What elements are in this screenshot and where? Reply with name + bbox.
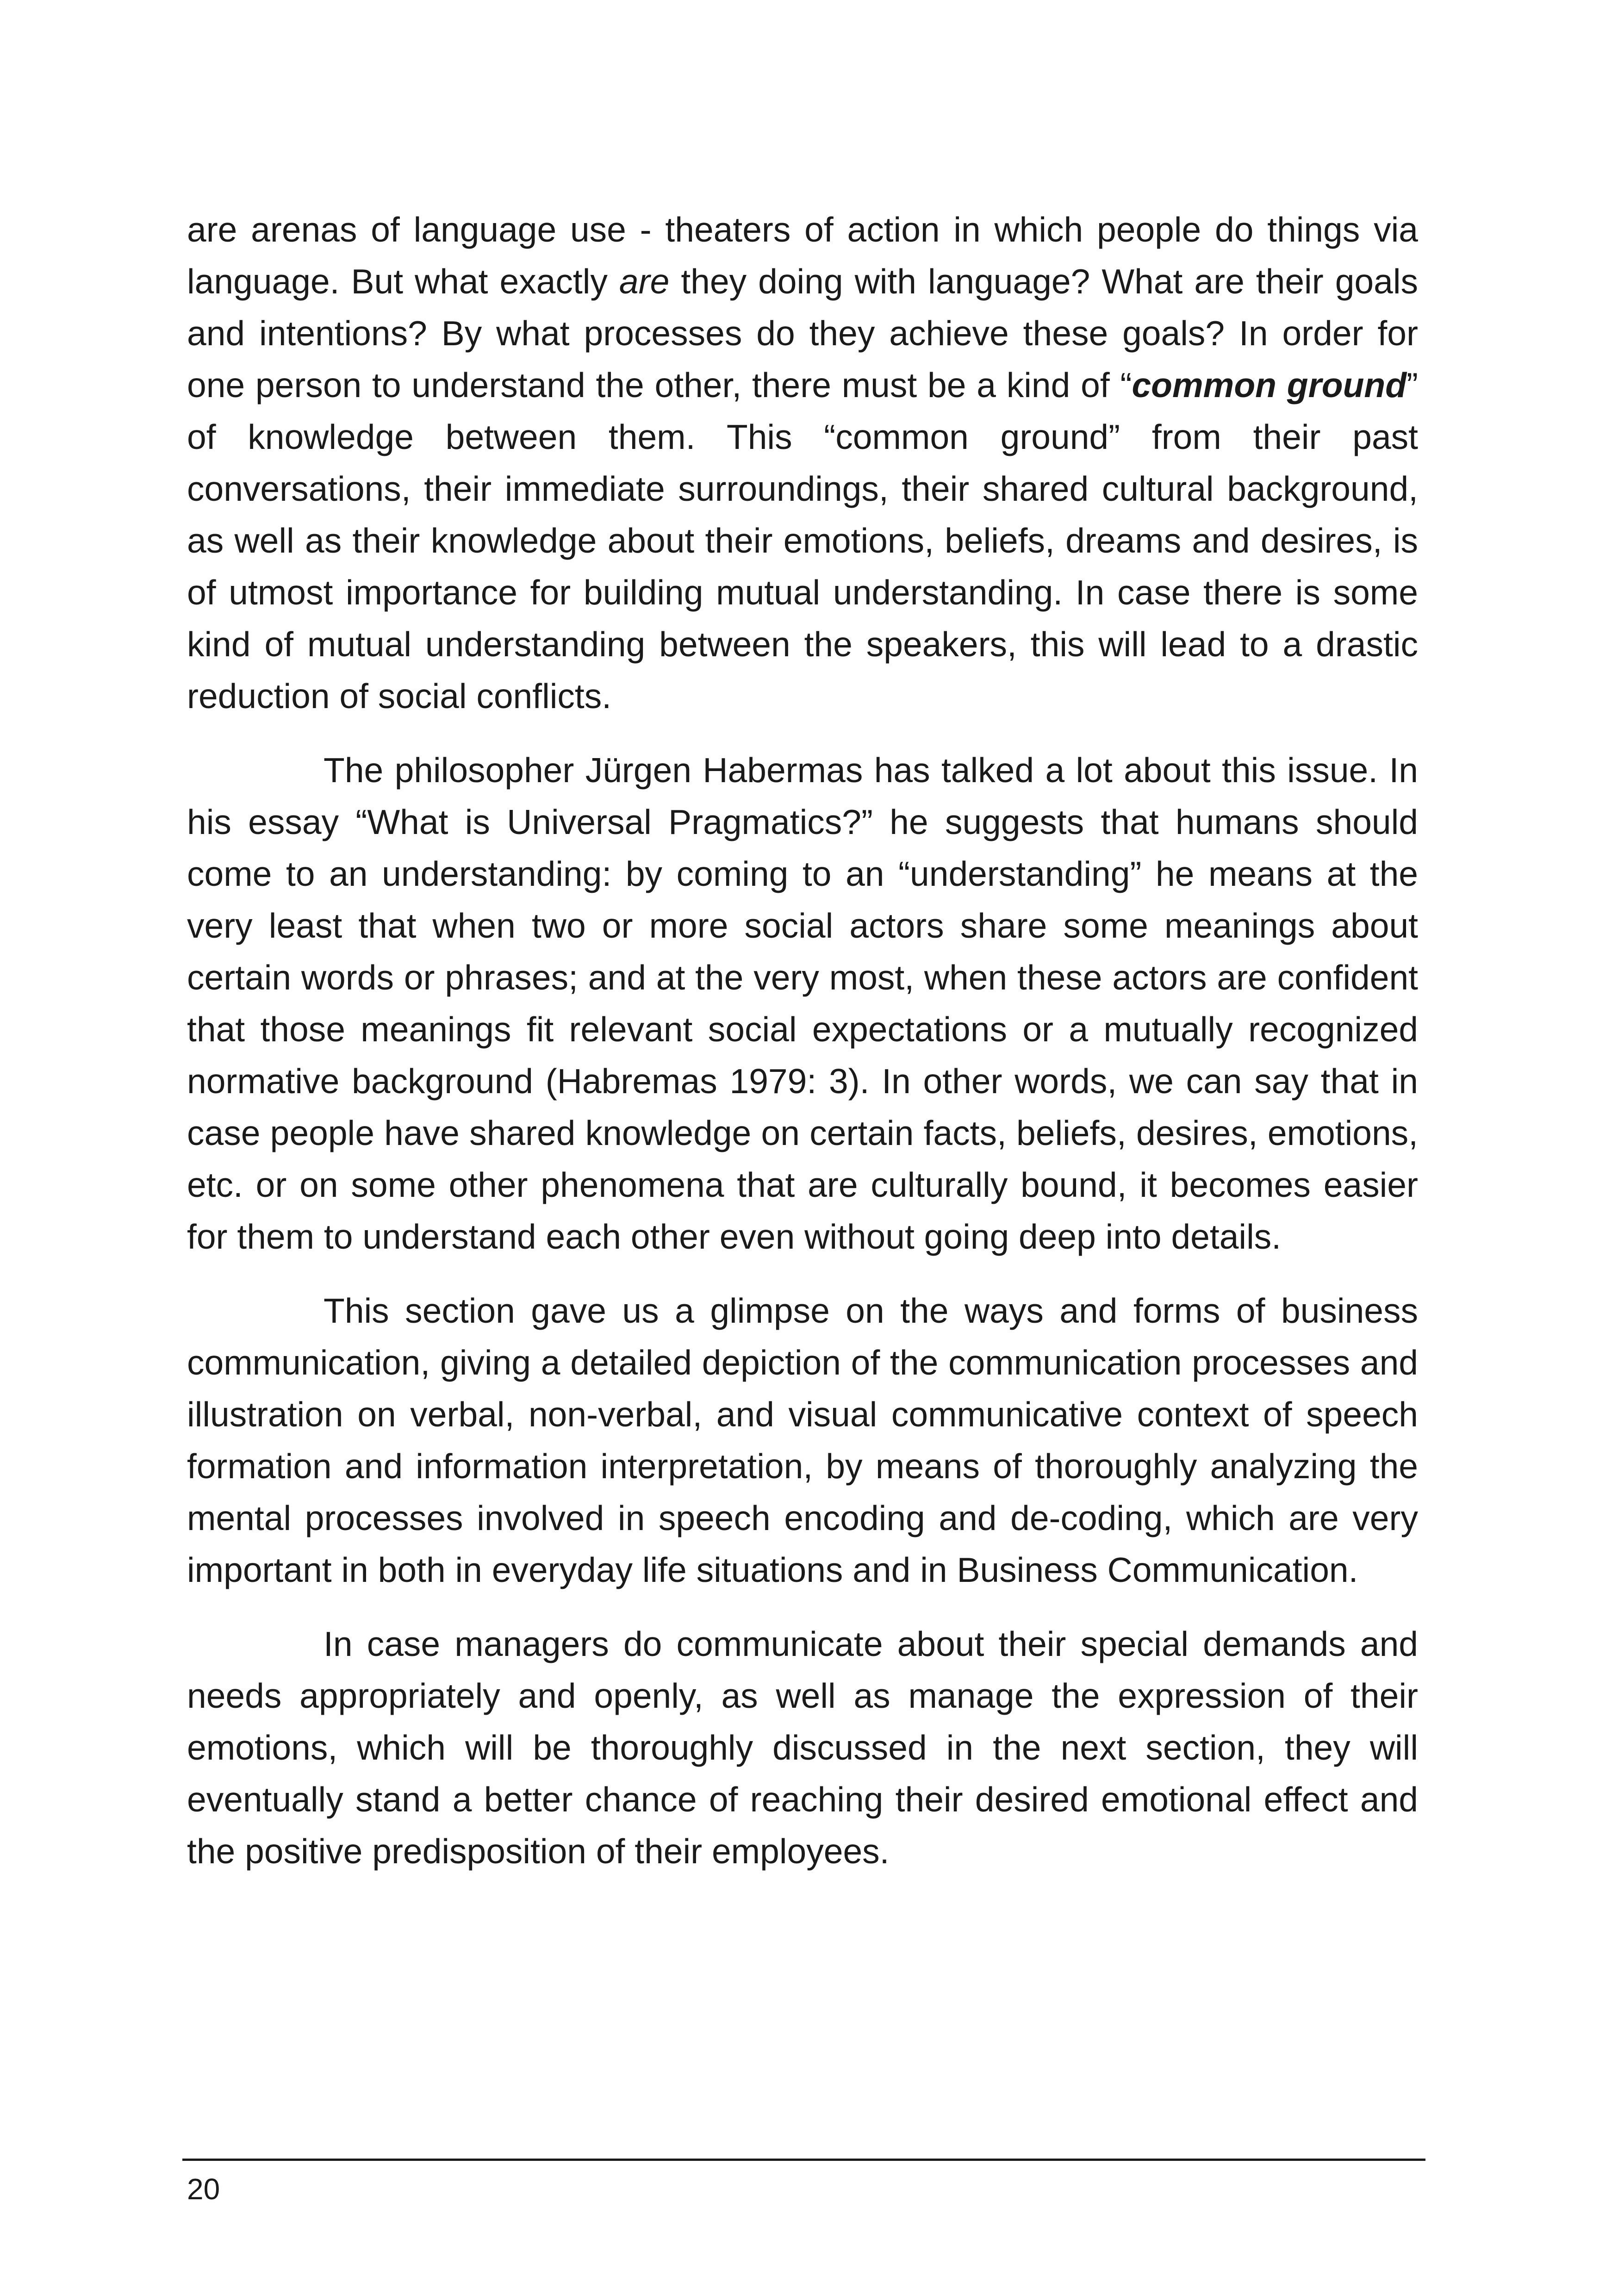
paragraph-section-summary: This section gave us a glimpse on the ways and forms of business communication, giving a detailed depiction of the communication processes and illustration on verbal, non-verbal, and visual communicative context of speech formation and information interpretation, by means of thoroughly analyzing the mental processes involved in speech encoding and de-coding, which are very important in both in everyday life situations and in Business Communication. <box>187 1291 1418 1589</box>
term-common-ground: common ground <box>1132 366 1407 404</box>
emphasis-are: are <box>619 262 670 301</box>
paragraph-habermas: The philosopher Jürgen Habermas has talked a lot about this issue. In his essay “What is Universal Pragmatics?” he suggests that humans should come to an understanding: by coming to an “understanding” he means at the very least that when two or more social actors share some meanings about certain words or phrases; and at the very most, when these actors are confident that those meanings fit relevant social expectations or a mutually recognized normative background (Habremas 1979: 3). In other words, we can say that in case people have shared knowledge on certain facts, beliefs, desires, emotions, etc. or on some other phenomena that are culturally bound, it becomes easier for them to understand each other even without going deep into details. <box>187 751 1418 1256</box>
page-number: 20 <box>187 2172 220 2206</box>
paragraph-1-segment-5: ” of knowledge between them. This “common ground” from their past conversations, their immediate surroundings, their shared cultural background, as well as their knowledge about their emotions, beliefs, dreams and desires, is of utmost importance for building mutual understanding. In case there is some kind of mutual understanding between the speakers, this will lead to a drastic reduction of social conflicts. <box>187 366 1418 716</box>
body-text <box>187 204 1418 1899</box>
paragraph-managers: In case managers do communicate about their special demands and needs appropriately and openly, as well as manage the expression of their emotions, which will be thoroughly discussed in the next section, they will eventually stand a better chance of reaching their desired emotional effect and the positive predisposition of their employees. <box>187 1624 1418 1871</box>
paragraph-common-ground <box>187 204 1418 722</box>
paragraph-1-segment-1: are arenas of language use - theaters of action in which people do things via language. But what exactly <box>187 210 1418 301</box>
footer-divider <box>182 2159 1425 2161</box>
paragraph-1-segment-3: they doing with language? What are their goals and intentions? By what processes do they achieve these goals? In order for one person to understand the other, there must be a kind of “ <box>187 262 1418 404</box>
